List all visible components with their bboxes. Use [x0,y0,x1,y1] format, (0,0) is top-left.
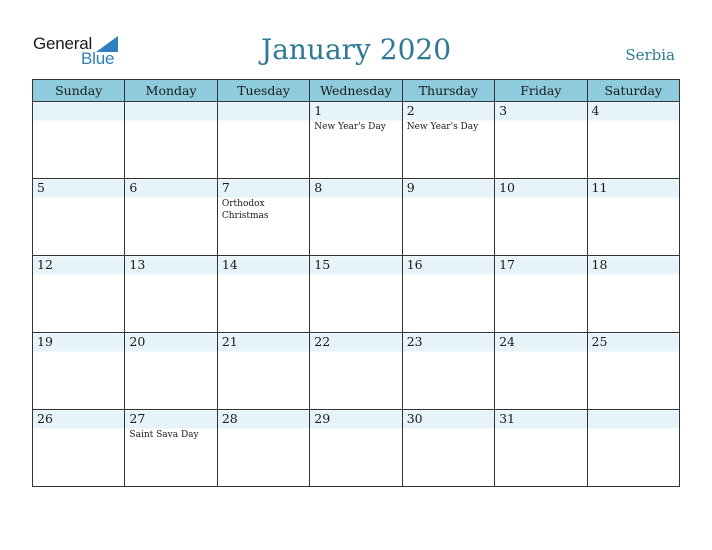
day-cell [33,333,125,410]
day-cell [402,179,494,256]
day-cell [33,410,125,487]
day-cell [495,102,587,179]
day-cell [495,179,587,256]
day-cell [310,256,402,333]
day-number: 20 [129,334,146,349]
day-cell [402,410,494,487]
logo-text-general: General [33,34,93,53]
day-cell [33,179,125,256]
day-number: 21 [221,334,238,349]
weekday-header-wednesday: Wednesday [310,80,402,102]
day-number: 31 [499,411,516,426]
week-row [33,102,680,179]
day-number: 2 [406,103,415,118]
holiday-label: Orthodox Christmas [221,199,269,221]
day-number: 23 [406,334,423,349]
day-cell [402,256,494,333]
weekday-header-sunday: Sunday [33,80,125,102]
day-number: 17 [499,257,516,272]
weekday-header-monday: Monday [125,80,217,102]
day-cell [125,102,217,179]
day-cell [217,179,309,256]
day-number: 7 [221,180,230,195]
day-number: 14 [221,257,238,272]
day-cell [217,256,309,333]
day-number: 11 [591,180,608,195]
day-cell [217,333,309,410]
day-cell [402,102,494,179]
day-cell [587,179,679,256]
day-cell [125,333,217,410]
day-number: 3 [499,103,508,118]
weekday-header-friday: Friday [495,80,587,102]
holiday-label: Saint Sava Day [129,430,199,440]
week-row [33,410,680,487]
day-number: 9 [406,180,415,195]
day-cell [33,102,125,179]
day-number: 29 [314,411,331,426]
day-number: 27 [129,411,146,426]
weekday-header-saturday: Saturday [587,80,679,102]
holiday-label: New Year's Day [406,122,479,132]
day-cell [495,256,587,333]
day-number: 28 [221,411,238,426]
day-cell [495,333,587,410]
day-number: 18 [591,257,608,272]
day-cell [33,256,125,333]
calendar-grid [32,79,680,487]
day-number: 19 [37,334,53,349]
weekday-header-thursday: Thursday [402,80,494,102]
day-cell [587,256,679,333]
day-cell [402,333,494,410]
country-label: Serbia [625,46,675,64]
week-row [33,333,680,410]
day-cell [125,410,217,487]
day-number: 26 [37,411,53,426]
day-number: 30 [406,411,423,426]
day-cell [217,102,309,179]
day-number: 10 [499,180,516,195]
day-number: 6 [129,180,138,195]
week-row [33,256,680,333]
day-number: 15 [314,257,331,272]
day-cell [587,410,679,487]
day-cell [125,179,217,256]
day-cell [310,410,402,487]
logo-text-blue: Blue [81,49,115,68]
day-number: 8 [314,180,323,195]
day-cell [310,102,402,179]
day-number: 1 [314,103,323,118]
day-cell [587,333,679,410]
day-cell [217,410,309,487]
day-number: 25 [591,334,608,349]
day-cell [310,179,402,256]
weekday-header-row [33,80,680,102]
weekday-header-tuesday: Tuesday [217,80,309,102]
day-number: 16 [406,257,423,272]
day-cell [310,333,402,410]
day-cell [495,410,587,487]
calendar-title: January 2020 [260,33,452,66]
day-number: 12 [37,257,53,272]
day-number: 22 [314,334,331,349]
week-row [33,179,680,256]
day-number: 4 [591,103,600,118]
day-cell [125,256,217,333]
day-number: 13 [129,257,146,272]
day-number: 5 [37,180,45,195]
day-number: 24 [499,334,516,349]
day-cell [587,102,679,179]
holiday-label: New Year's Day [314,122,386,132]
